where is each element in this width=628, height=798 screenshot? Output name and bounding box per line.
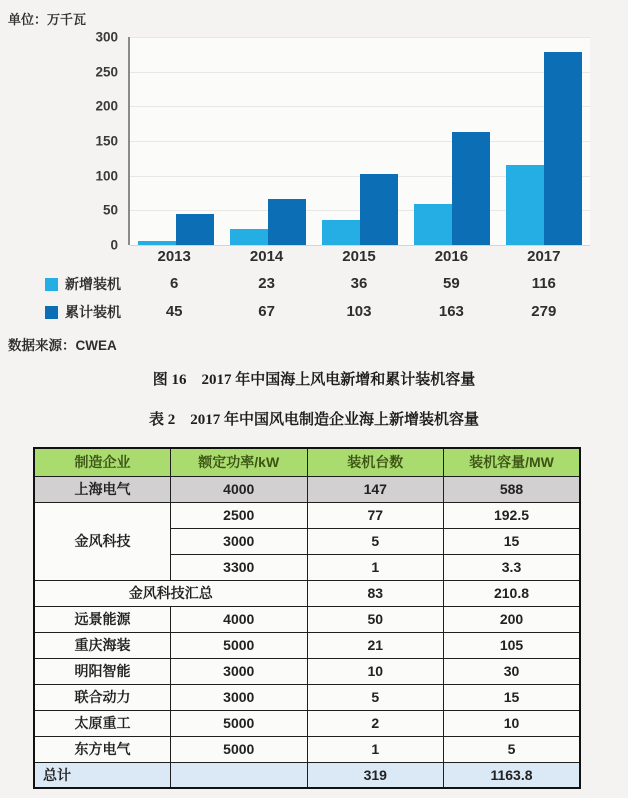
table-row (34, 606, 580, 632)
cell-manufacturer: 太原重工 (34, 710, 171, 736)
table-row-subtotal (34, 580, 580, 606)
table-row (34, 476, 580, 502)
y-tick-label: 50 (102, 202, 118, 218)
cell-manufacturer: 上海电气 (34, 476, 171, 502)
cell-rated-power: 3000 (171, 658, 308, 684)
y-tick-label: 250 (95, 64, 118, 80)
cell-rated-power: 5000 (171, 736, 308, 762)
x-tick-label: 2015 (342, 248, 376, 265)
bar-累计装机-2015 (360, 174, 398, 245)
value-new-2016: 59 (443, 275, 460, 292)
value-new-2015: 36 (350, 275, 368, 292)
col-header-unit-count: 装机台数 (307, 448, 444, 476)
cell-capacity: 5 (444, 736, 581, 762)
plot-area (128, 37, 590, 245)
y-tick-label: 200 (95, 98, 118, 114)
table-row-total (34, 762, 580, 788)
cell-subtotal-label: 金风科技汇总 (34, 580, 307, 606)
legend-item-new-installed (40, 270, 128, 298)
bar-累计装机-2013 (176, 214, 214, 245)
bar-新增装机-2014 (230, 229, 268, 245)
cell-capacity: 210.8 (444, 580, 581, 606)
figure-caption: 图 16 2017 年中国海上风电新增和累计装机容量 (152, 372, 476, 388)
cell-unit-count: 147 (307, 476, 444, 502)
bar-chart (40, 29, 590, 326)
capacity-table (33, 447, 581, 789)
cell-manufacturer: 远景能源 (34, 606, 171, 632)
value-new-2014: 23 (258, 275, 275, 292)
table-row (34, 710, 580, 736)
cell-unit-count: 83 (307, 580, 444, 606)
y-tick-label: 100 (95, 168, 118, 184)
cell-rated-power (171, 762, 308, 788)
cell-unit-count: 1 (307, 554, 444, 580)
table-header-row (34, 448, 580, 476)
bar-累计装机-2017 (544, 52, 582, 245)
bar-group-2017 (498, 37, 590, 245)
table-caption: 表 2 2017 年中国风电制造企业海上新增装机容量 (148, 412, 479, 428)
bar-新增装机-2017 (506, 165, 544, 245)
cell-rated-power: 3000 (171, 684, 308, 710)
cell-unit-count: 10 (307, 658, 444, 684)
bar-新增装机-2016 (414, 204, 452, 245)
value-cum-2014: 67 (258, 303, 275, 320)
cell-manufacturer: 重庆海装 (34, 632, 171, 658)
legend-item-cumulative (40, 298, 128, 326)
cell-manufacturer: 联合动力 (34, 684, 171, 710)
y-tick-label: 150 (95, 133, 118, 149)
y-tick-label: 300 (95, 29, 118, 45)
cell-total-label: 总计 (34, 762, 171, 788)
cell-unit-count: 21 (307, 632, 444, 658)
x-tick-label: 2014 (249, 248, 284, 265)
cell-unit-count: 319 (307, 762, 444, 788)
col-header-rated-power: 额定功率/kW (171, 448, 308, 476)
cell-capacity: 10 (444, 710, 581, 736)
cell-manufacturer: 东方电气 (34, 736, 171, 762)
y-axis-labels (40, 29, 128, 253)
value-new-2013: 6 (170, 275, 179, 292)
gridline (130, 245, 590, 246)
bar-group-2015 (314, 37, 406, 245)
cell-unit-count: 77 (307, 502, 444, 528)
bar-groups (130, 37, 590, 245)
y-tick-label: 0 (110, 237, 118, 253)
x-tick-label: 2017 (527, 248, 561, 265)
cell-capacity: 30 (444, 658, 581, 684)
legend-label-cumulative: 累计装机 (65, 304, 121, 320)
bar-累计装机-2016 (452, 132, 490, 245)
cell-rated-power: 4000 (171, 476, 308, 502)
table-row (34, 736, 580, 762)
table-row (34, 632, 580, 658)
data-source-label: 数据来源：CWEA (8, 338, 117, 353)
cell-unit-count: 1 (307, 736, 444, 762)
cell-capacity: 15 (444, 528, 581, 554)
cell-unit-count: 5 (307, 528, 444, 554)
cell-rated-power: 2500 (171, 502, 308, 528)
value-cum-2016: 163 (438, 303, 464, 320)
cell-rated-power: 4000 (171, 606, 308, 632)
cell-unit-count: 5 (307, 684, 444, 710)
value-new-2017: 116 (531, 275, 556, 292)
table-row (34, 658, 580, 684)
col-header-capacity: 装机容量/MW (444, 448, 581, 476)
chart-unit-label: 单位：万千瓦 (8, 12, 87, 27)
cell-capacity: 192.5 (444, 502, 581, 528)
value-cum-2013: 45 (165, 303, 183, 320)
legend-swatch-cumulative-icon (45, 306, 58, 319)
cell-capacity: 1163.8 (444, 762, 581, 788)
chart-main (40, 29, 590, 253)
cell-rated-power: 5000 (171, 632, 308, 658)
x-tick-label: 2013 (157, 248, 191, 265)
bar-新增装机-2015 (322, 220, 360, 245)
bar-group-2016 (406, 37, 498, 245)
cell-capacity: 15 (444, 684, 581, 710)
bar-累计装机-2014 (268, 199, 306, 245)
bar-group-2014 (222, 37, 314, 245)
table-row (34, 502, 580, 528)
cell-rated-power: 3000 (171, 528, 308, 554)
x-tick-label: 2016 (434, 248, 469, 265)
cell-manufacturer: 明阳智能 (34, 658, 171, 684)
cell-capacity: 3.3 (444, 554, 581, 580)
cell-unit-count: 50 (307, 606, 444, 632)
cell-rated-power: 3300 (171, 554, 308, 580)
cell-capacity: 200 (444, 606, 581, 632)
cell-unit-count: 2 (307, 710, 444, 736)
table-row (34, 684, 580, 710)
legend-label-new-installed: 新增装机 (65, 276, 121, 292)
cell-capacity: 588 (444, 476, 581, 502)
bar-新增装机-2013 (138, 241, 176, 245)
cell-manufacturer: 金风科技 (34, 502, 171, 580)
cell-capacity: 105 (444, 632, 581, 658)
col-header-manufacturer: 制造企业 (34, 448, 171, 476)
legend-swatch-new-installed-icon (45, 278, 58, 291)
value-cum-2015: 103 (346, 303, 372, 320)
chart-value-table (40, 245, 590, 326)
cell-rated-power: 5000 (171, 710, 308, 736)
value-cum-2017: 279 (531, 303, 557, 320)
bar-group-2013 (130, 37, 222, 245)
